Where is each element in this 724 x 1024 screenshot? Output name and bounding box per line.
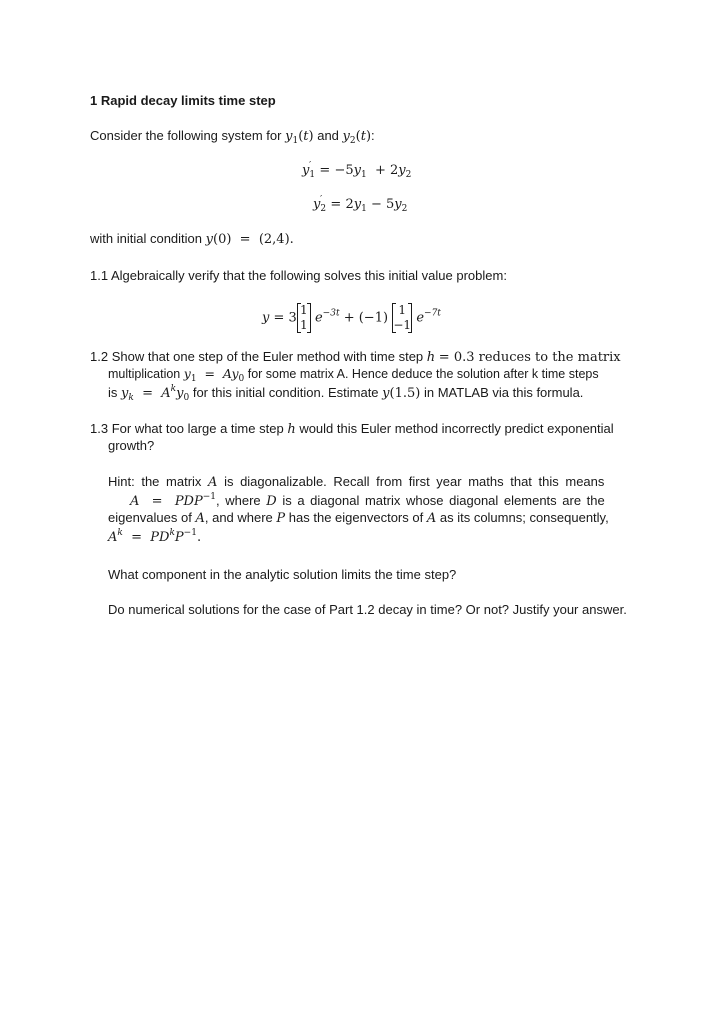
intro-text: Consider the following system for $y_1(t)$ and $y_2(t)$: [90,128,375,146]
hint-line-3: eigenvalues of A, and where P has the eigenvectors of A as its columns; consequently, [108,510,609,526]
ode-equation-1: $y_1' = -5y_1 + 2y_2$ [302,161,412,180]
hint-line-2: $A = PDP^{-1}$, where D is a diagonal matrix whose diagonal elements are the [130,492,605,509]
part-1-1 [90,268,507,283]
solution-formula: y = 3 1 1 $e^{-3t} + (-1)$ 1 −1 $e^{-7t}$ [262,303,441,332]
initial-condition: with initial condition y(0) = (2,4). [90,231,294,247]
part-1-1-label: 1.1 [90,268,109,283]
part-1-2-line-3: is $y_k = A^ky_0$ for this initial condition. Estimate y(1.5) in MATLAB via this formula. [108,384,584,403]
question-component: What component in the analytic solution limits the time step? [108,567,457,582]
part-1-2-line-1: 1.2 Show that one step of the Euler method with time step h = 0.3 reduces to the matrix [90,349,621,365]
section-heading [90,93,276,108]
hint-line-4: $A^k = PD^kP^{-1}$. [108,528,202,545]
part-1-3-line-2: growth? [108,438,155,453]
part-1-2-line-2: multiplication $y_1 = Ay_0$ for some matrix A. Hence deduce the solution after k time steps [108,366,599,384]
ode-equation-2: $y_2' = 2y_1 - 5y_2$ [313,195,408,214]
solution-coef-2: + (−1) [343,310,389,326]
vector-1: 1 1 [297,302,311,334]
vector-2: 1 −1 [393,303,412,332]
part-1-1-text: Algebraically verify that the following solves this initial value problem: [110,268,507,283]
question-decay: Do numerical solutions for the case of Part 1.2 decay in time? Or not? Justify your answer. [108,602,627,617]
part-1-3-line-1: 1.3 For what too large a time step h would this Euler method incorrectly predict exponential [90,421,614,437]
section-title: Rapid decay limits time step [100,93,276,108]
solution-coef-1: 3 [288,310,297,326]
hint-line-1: Hint: the matrix A is diagonalizable. Recall from first year maths that this means [108,474,605,490]
section-number: 1 [90,93,98,108]
